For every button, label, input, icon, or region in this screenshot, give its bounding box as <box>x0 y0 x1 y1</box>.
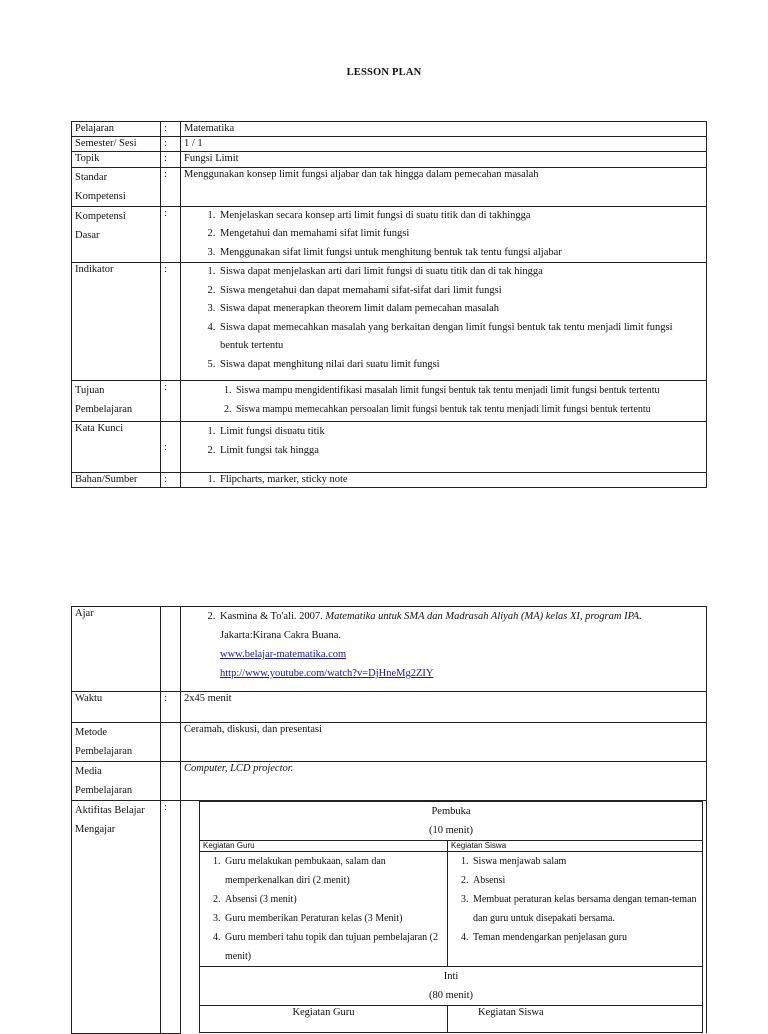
bahan-list <box>184 473 703 487</box>
colon: : <box>161 422 181 473</box>
inti-heading <box>200 967 703 1006</box>
guru-list <box>203 852 444 966</box>
label-standar <box>72 167 161 206</box>
header-kegiatan-guru: Kegiatan Guru <box>200 841 448 852</box>
row-ajar <box>72 607 707 692</box>
row-tujuan <box>72 381 707 422</box>
row-waktu <box>72 692 707 723</box>
label-line: Mengajar <box>75 824 116 835</box>
label-metode <box>72 723 161 762</box>
kata-kunci-list <box>184 422 703 460</box>
ref-author: Kasmina & To'ali. 2007. <box>220 611 326 622</box>
value-bahan <box>181 473 707 488</box>
colon: : <box>161 263 181 381</box>
label-semester: Semester/ Sesi <box>72 137 161 152</box>
row-metode <box>72 723 707 762</box>
list-item: 2. Limit fungsi tak hingga <box>218 441 703 460</box>
value-tujuan <box>181 381 707 422</box>
guru-activities <box>200 852 448 967</box>
value-kompetensi-dasar <box>181 206 707 263</box>
label-line: Tujuan <box>75 385 105 397</box>
label-media <box>72 762 161 801</box>
list-item: 4. Siswa dapat memecahkan masalah yang berkaitan dengan limit fungsi bentuk tak tentu menjadi limit fungsi bentuk tertentu <box>218 319 703 356</box>
row-pelajaran <box>72 122 707 137</box>
value-pelajaran: Matematika <box>181 122 707 137</box>
list-item: 1. Limit fungsi disuatu titik <box>218 422 703 441</box>
list-item: 3. Menggunakan sifat limit fungsi untuk menghitung bentuk tak tentu fungsi aljabar <box>218 244 703 263</box>
value-ajar <box>181 607 707 692</box>
ref-book-title: Matematika untuk SMA dan Madrasah Aliyah (MA) kelas XI, program IPA. <box>325 611 642 622</box>
list-item: 4. Guru memberi tahu topik dan tujuan pembelajaran (2 menit) <box>223 928 444 966</box>
list-item: 2. Absensi (3 menit) <box>223 890 444 909</box>
link-youtube[interactable]: http://www.youtube.com/watch?v=DjHneMg2ZIY <box>220 668 434 679</box>
row-kata-kunci <box>72 422 707 473</box>
header-kegiatan-siswa: Kegiatan Siswa <box>448 841 703 852</box>
activity-table <box>199 801 703 1033</box>
colon: : <box>161 167 181 206</box>
label-line: Pembelajaran <box>75 404 133 416</box>
label-topik: Topik <box>72 152 161 167</box>
value-semester: 1 / 1 <box>181 137 707 152</box>
label-line: Kompetensi <box>75 210 126 222</box>
value-waktu: 2x45 menit <box>181 692 707 723</box>
section-title: Inti <box>443 971 459 982</box>
row-activity-headers <box>200 841 703 852</box>
ajar-list <box>184 607 703 683</box>
row-semester <box>72 137 707 152</box>
colon-empty <box>161 723 181 762</box>
label-kompetensi-dasar <box>72 206 161 263</box>
list-item: 3. Guru memberikan Peraturan kelas (3 Menit) <box>223 909 444 928</box>
colon: : <box>161 381 181 422</box>
link-belajar-matematika[interactable]: www.belajar-matematika.com <box>220 649 347 660</box>
label-pelajaran: Pelajaran <box>72 122 161 137</box>
label-tujuan <box>72 381 161 422</box>
row-aktifitas <box>72 801 707 1034</box>
value-topik: Fungsi Limit <box>181 152 707 167</box>
label-line: Standar <box>75 171 108 183</box>
value-media: Computer, LCD projector. <box>181 762 707 801</box>
value-aktifitas <box>181 801 707 1034</box>
header-kegiatan-siswa-inti: Kegiatan Siswa <box>448 1006 703 1033</box>
kompetensi-dasar-list <box>184 207 703 263</box>
indikator-list <box>184 263 703 374</box>
list-item: 1. Siswa dapat menjelaskan arti dari limit fungsi di suatu titik dan di tak hingga <box>218 263 703 282</box>
list-item: 1. Siswa menjawab salam <box>471 852 699 871</box>
lesson-plan-table <box>71 121 707 488</box>
colon: : <box>161 122 181 137</box>
colon-empty <box>161 607 181 692</box>
page-title: LESSON PLAN <box>346 67 422 78</box>
label-line: Pembelajaran <box>75 785 133 796</box>
label-kata-kunci: Kata Kunci <box>72 422 161 473</box>
section-time: (80 menit) <box>428 990 474 1001</box>
label-line: Kompetensi <box>75 190 126 202</box>
list-item: 2. Siswa mengetahui dan dapat memahami sifat-sifat dari limit fungsi <box>218 282 703 301</box>
label-line: Pembelajaran <box>75 746 133 757</box>
row-inti <box>200 967 703 1006</box>
list-item: 1. Siswa mampu mengidentifikasi masalah limit fungsi bentuk tak tentu menjadi limit fungsi bentuk tertentu <box>234 381 703 400</box>
value-metode: Ceramah, diskusi, dan presentasi <box>181 723 707 762</box>
colon: : <box>161 152 181 167</box>
siswa-activities <box>448 852 703 967</box>
row-inti-headers <box>200 1006 703 1033</box>
list-item: 5. Siswa dapat menghitung nilai dari suatu limit fungsi <box>218 356 703 375</box>
row-pembuka-activities <box>200 852 703 967</box>
row-topik <box>72 152 707 167</box>
list-item <box>218 607 703 683</box>
row-indikator <box>72 263 707 381</box>
section-title: Pembuka <box>431 806 471 817</box>
colon-empty <box>161 762 181 801</box>
label-indikator: Indikator <box>72 263 161 381</box>
colon: : <box>161 473 181 488</box>
pembuka-heading <box>200 802 703 841</box>
row-media <box>72 762 707 801</box>
list-item: 4. Teman mendengarkan penjelasan guru <box>471 928 699 947</box>
label-aktifitas <box>72 801 161 1034</box>
label-line: Media <box>75 766 102 777</box>
label-line: Metode <box>75 727 108 738</box>
section-time: (10 menit) <box>428 825 474 836</box>
tujuan-list <box>184 381 703 419</box>
list-item: 2. Siswa mampu memecahkan persoalan limit fungsi bentuk tak tentu menjadi limit fungsi bentuk tertentu <box>234 400 703 419</box>
row-pembuka <box>200 802 703 841</box>
list-item: 3. Siswa dapat menerapkan theorem limit dalam pemecahan masalah <box>218 300 703 319</box>
list-item: 2. Mengetahui dan memahami sifat limit fungsi <box>218 225 703 244</box>
label-bahan: Bahan/Sumber <box>72 473 161 488</box>
colon: : <box>161 801 181 1034</box>
row-bahan <box>72 473 707 488</box>
label-line: Aktifitas Belajar <box>75 805 145 816</box>
value-indikator <box>181 263 707 381</box>
row-standar <box>72 167 707 206</box>
list-item: 1. Guru melakukan pembukaan, salam dan memperkenalkan diri (2 menit) <box>223 852 444 890</box>
colon: : <box>161 206 181 263</box>
list-item: 1. Flipcharts, marker, sticky note <box>218 473 703 487</box>
list-item: 3. Membuat peraturan kelas bersama dengan teman-teman dan guru untuk disepakati bersama. <box>471 890 699 928</box>
label-ajar: Ajar <box>72 607 161 692</box>
label-line: Dasar <box>75 229 100 241</box>
header-kegiatan-guru-inti: Kegiatan Guru <box>200 1006 448 1033</box>
list-item: 1. Menjelaskan secara konsep arti limit fungsi di suatu titik dan di takhingga <box>218 207 703 226</box>
siswa-list <box>451 852 699 947</box>
colon: : <box>161 692 181 723</box>
value-standar: Menggunakan konsep limit fungsi aljabar dan tak hingga dalam pemecahan masalah <box>181 167 707 206</box>
ref-publisher: Jakarta:Kirana Cakra Buana. <box>220 630 341 641</box>
row-kompetensi-dasar <box>72 206 707 263</box>
value-kata-kunci <box>181 422 707 473</box>
colon: : <box>161 137 181 152</box>
label-waktu: Waktu <box>72 692 161 723</box>
list-item: 2. Absensi <box>471 871 699 890</box>
lesson-plan-table-continued <box>71 606 707 1034</box>
